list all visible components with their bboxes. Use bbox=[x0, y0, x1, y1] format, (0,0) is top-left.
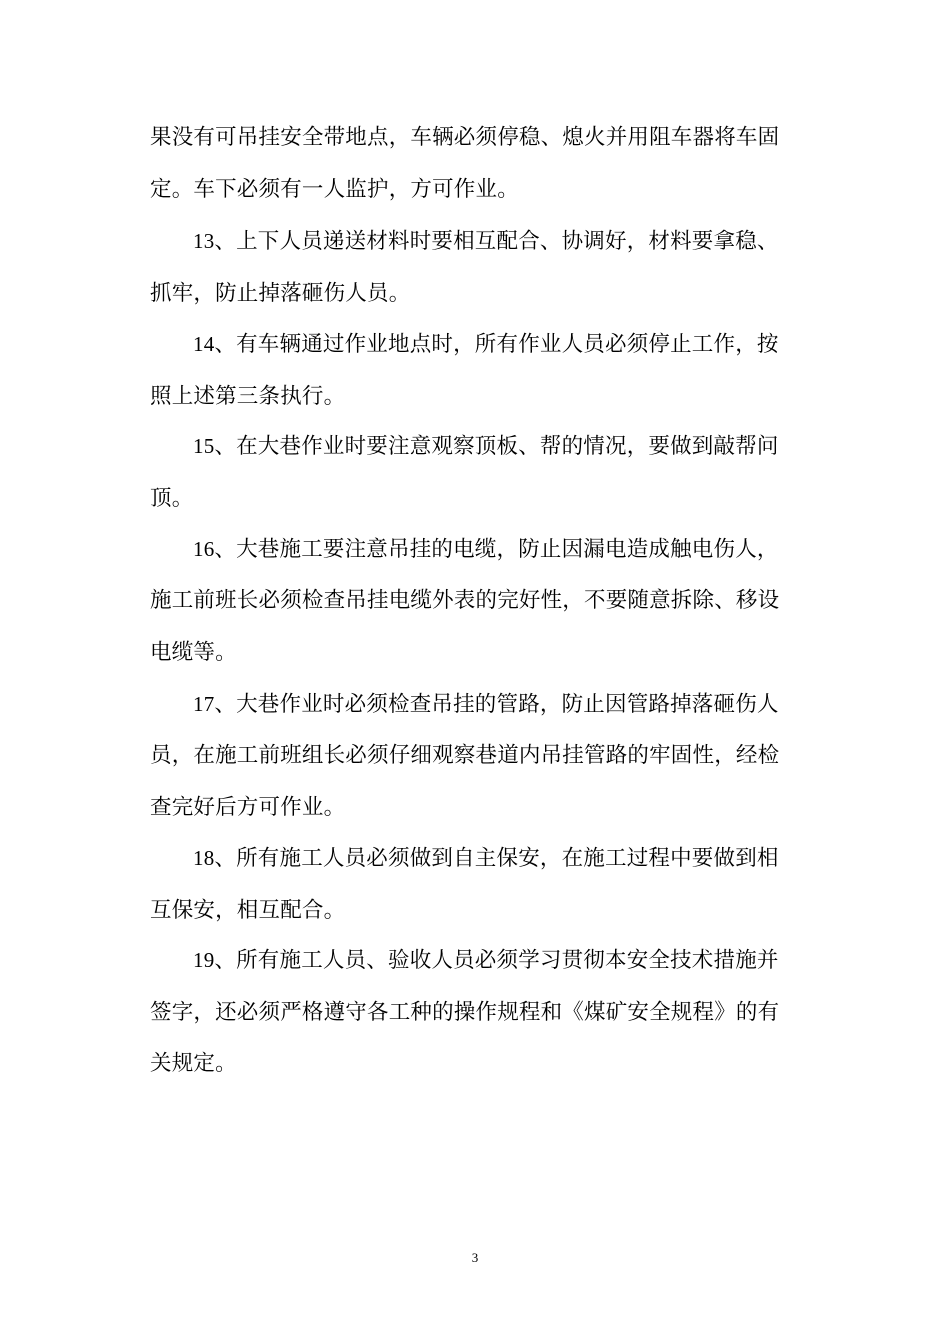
item-number: 19 bbox=[193, 948, 215, 972]
page-number: 3 bbox=[471, 1250, 479, 1265]
line-text: 、大巷施工要注意吊挂的电缆，防止因漏电造成触电伤人， bbox=[214, 537, 779, 562]
item-number: 15 bbox=[193, 434, 215, 458]
item-number: 13 bbox=[193, 229, 215, 253]
line-text: 、在大巷作业时要注意观察顶板、帮的情况，要做到敲帮问 bbox=[214, 434, 779, 459]
line-text: 定。车下必须有一人监护，方可作业。 bbox=[150, 177, 519, 202]
paragraph-line bbox=[150, 381, 800, 411]
paragraph-line bbox=[150, 585, 800, 615]
line-text: 施工前班长必须检查吊挂电缆外表的完好性，不要随意拆除、移设 bbox=[150, 588, 780, 613]
line-text: 、大巷作业时必须检查吊挂的管路，防止因管路掉落砸伤人 bbox=[214, 692, 779, 717]
paragraph-line bbox=[150, 997, 800, 1027]
line-text: 抓牢，防止掉落砸伤人员。 bbox=[150, 281, 411, 306]
paragraph-line bbox=[193, 431, 843, 461]
item-number: 14 bbox=[193, 332, 215, 356]
line-text: 、上下人员递送材料时要相互配合、协调好，材料要拿稳、 bbox=[214, 229, 779, 254]
paragraph-line bbox=[150, 122, 800, 152]
paragraph-line bbox=[193, 534, 843, 564]
paragraph-line bbox=[150, 637, 800, 667]
line-text: 照上述第三条执行。 bbox=[150, 384, 346, 409]
line-text: 签字，还必须严格遵守各工种的操作规程和《煤矿安全规程》的有 bbox=[150, 1000, 780, 1025]
line-text: 电缆等。 bbox=[150, 640, 237, 665]
line-text: 关规定。 bbox=[150, 1051, 237, 1076]
line-text: 查完好后方可作业。 bbox=[150, 795, 346, 820]
paragraph-line bbox=[193, 329, 843, 359]
item-number: 18 bbox=[193, 846, 215, 870]
paragraph-line bbox=[150, 174, 800, 204]
line-text: 、有车辆通过作业地点时，所有作业人员必须停止工作，按 bbox=[214, 332, 779, 357]
paragraph-line bbox=[150, 278, 800, 308]
line-text: 、所有施工人员、验收人员必须学习贯彻本安全技术措施并 bbox=[214, 948, 779, 973]
paragraph-line bbox=[193, 226, 843, 256]
paragraph-line bbox=[150, 740, 800, 770]
line-text: 员，在施工前班组长必须仔细观察巷道内吊挂管路的牢固性，经检 bbox=[150, 743, 780, 768]
paragraph-line bbox=[150, 895, 800, 925]
item-number: 16 bbox=[193, 537, 215, 561]
paragraph-line bbox=[150, 483, 800, 513]
line-text: 果没有可吊挂安全带地点，车辆必须停稳、熄火并用阻车器将车固 bbox=[150, 125, 780, 150]
paragraph-line bbox=[193, 843, 843, 873]
item-number: 17 bbox=[193, 692, 215, 716]
line-text: 、所有施工人员必须做到自主保安，在施工过程中要做到相 bbox=[214, 846, 779, 871]
line-text: 互保安，相互配合。 bbox=[150, 898, 346, 923]
paragraph-line bbox=[193, 945, 843, 975]
line-text: 顶。 bbox=[150, 486, 194, 511]
paragraph-line bbox=[150, 1048, 800, 1078]
paragraph-line bbox=[150, 792, 800, 822]
paragraph-line bbox=[193, 689, 843, 719]
